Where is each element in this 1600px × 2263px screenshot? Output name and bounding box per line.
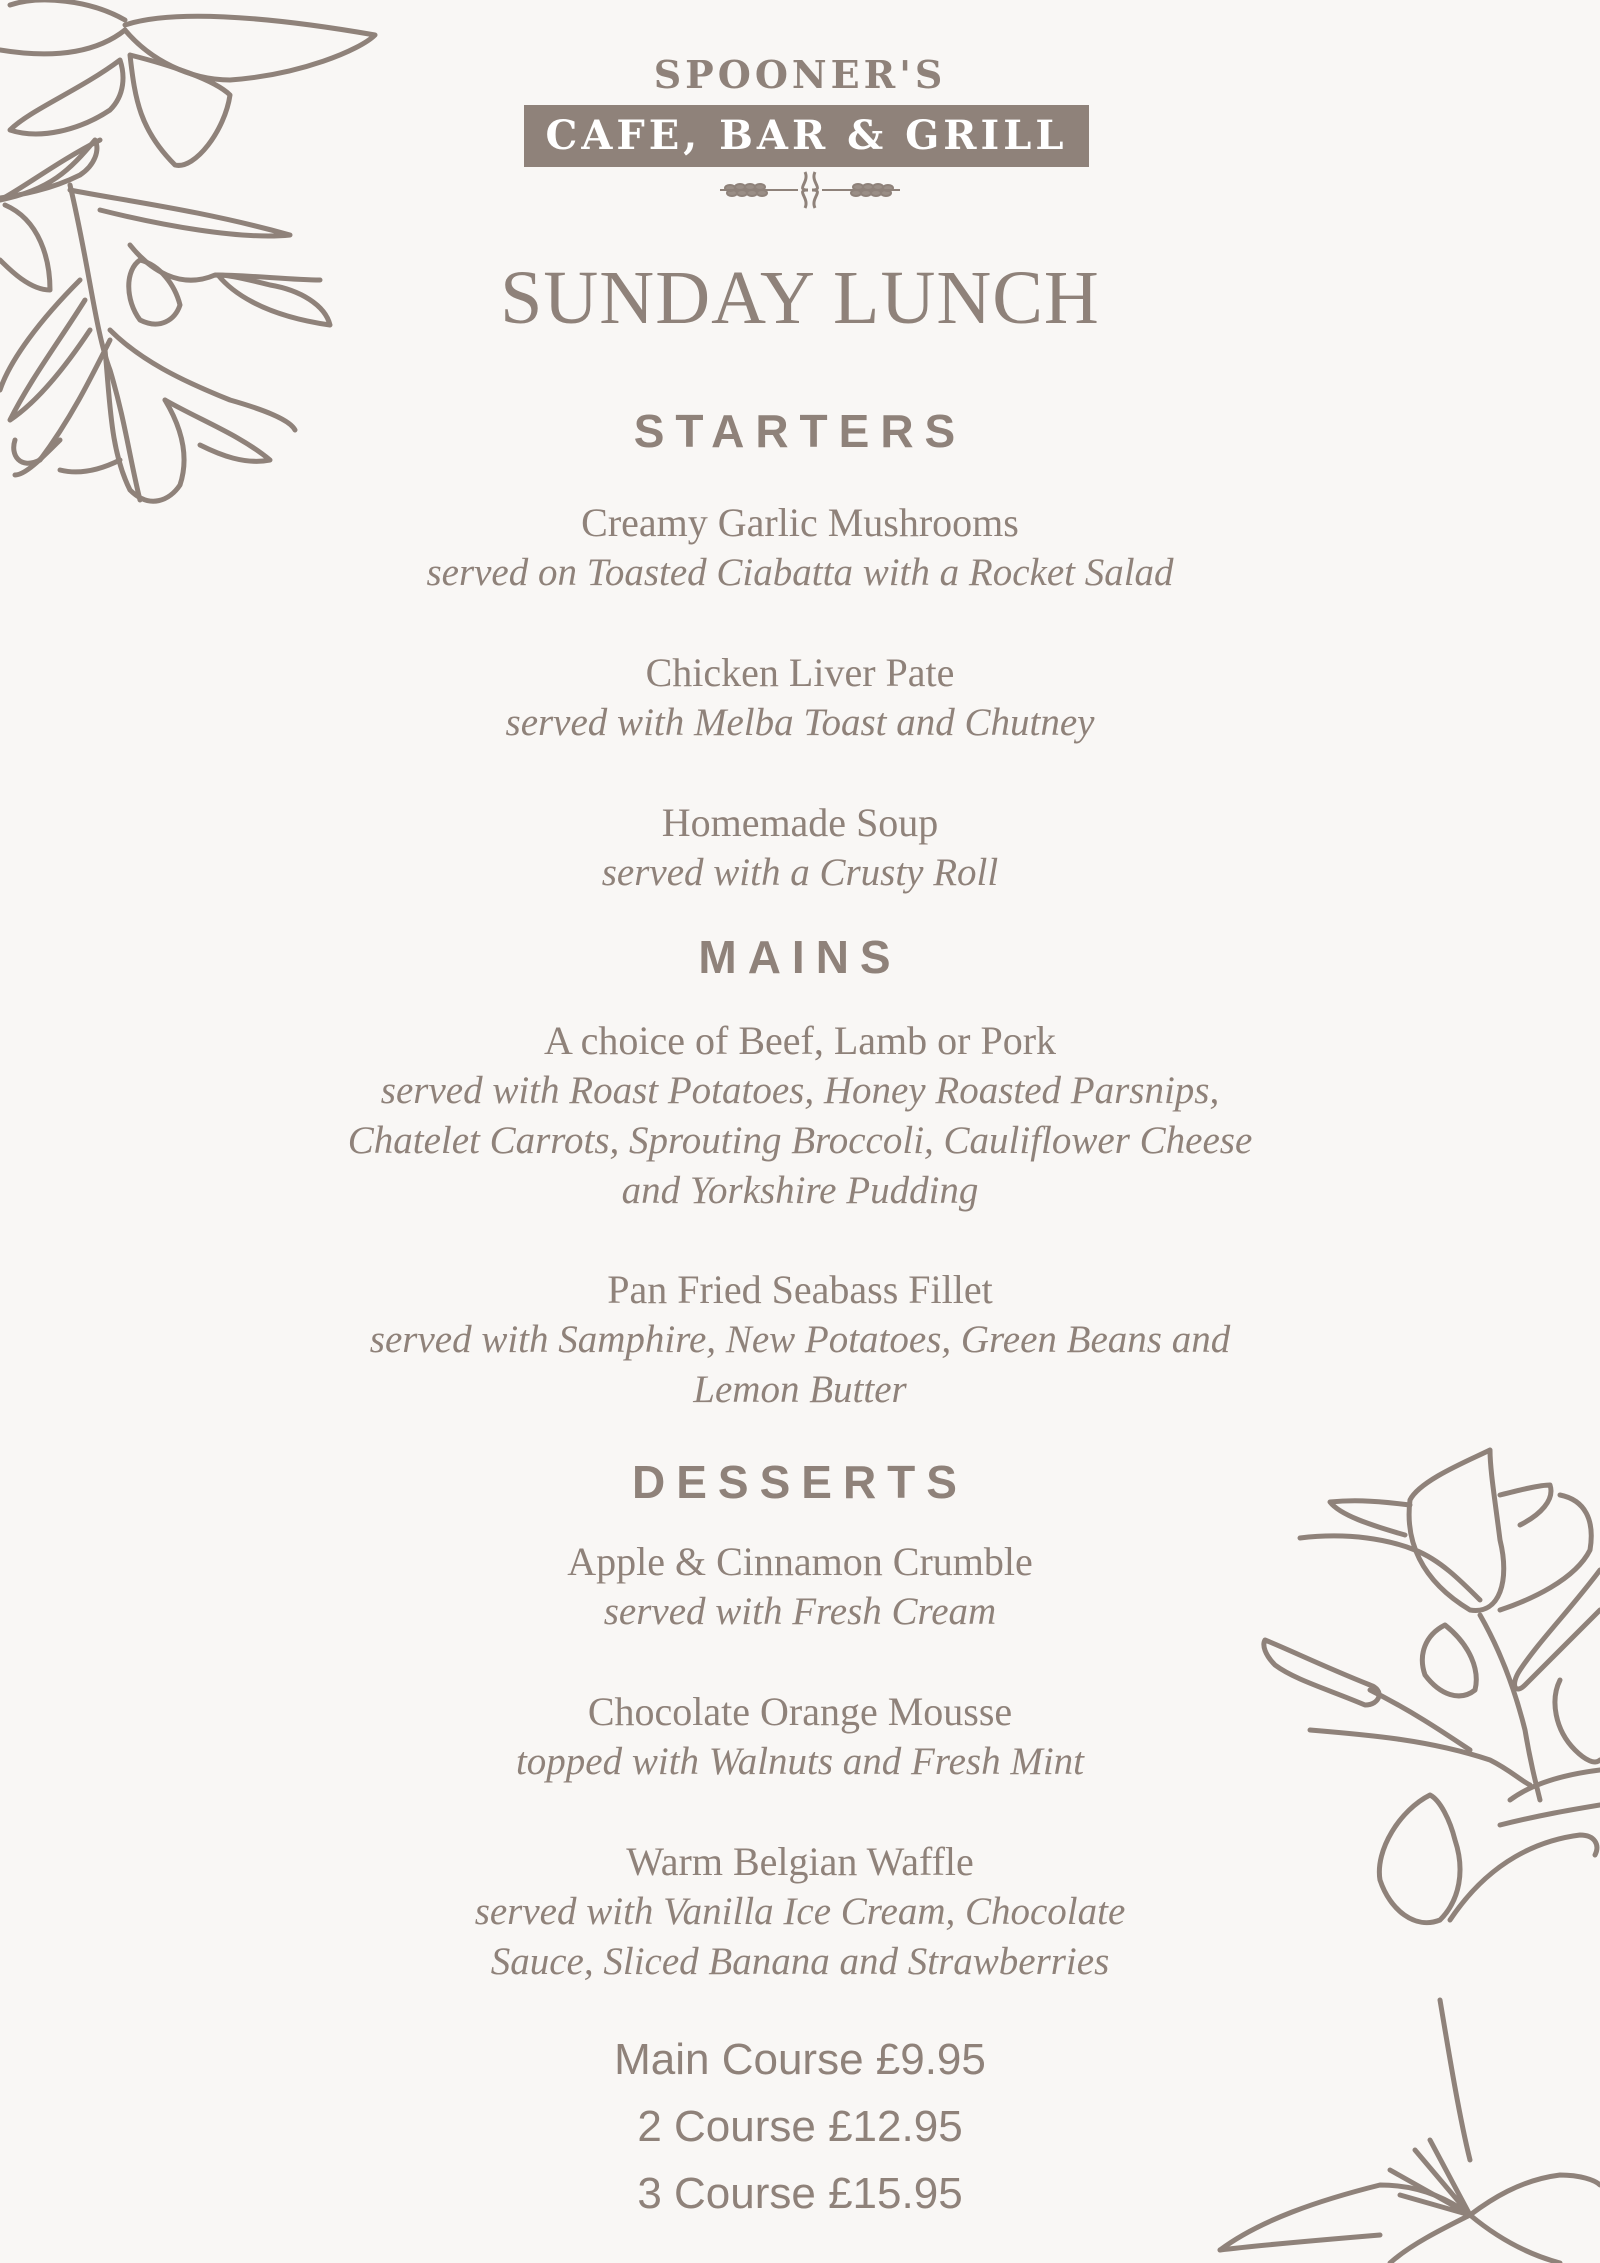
- menu-item-description: served with a Crusty Roll: [601, 851, 999, 894]
- menu-item-name: Creamy Garlic Mushrooms: [581, 500, 1019, 545]
- price-two-course: 2 Course £12.95: [637, 2102, 963, 2151]
- price-main-course: Main Course £9.95: [614, 2035, 986, 2084]
- menu-item-name: Chicken Liver Pate: [645, 650, 955, 695]
- menu-item-name: Warm Belgian Waffle: [626, 1839, 974, 1884]
- section-heading-starters: STARTERS: [633, 405, 967, 457]
- brand-name: SPOONER'S: [653, 52, 947, 97]
- menu-item-name: Chocolate Orange Mousse: [587, 1689, 1013, 1734]
- section-heading-mains: MAINS: [698, 931, 902, 983]
- menu-item-description: served with Vanilla Ice Cream, Chocolate Sauce, Sliced Banana and Strawberries: [474, 1890, 1126, 1983]
- menu-item-description: served with Melba Toast and Chutney: [505, 701, 1095, 744]
- page-title: SUNDAY LUNCH: [500, 256, 1100, 340]
- menu-item-description: topped with Walnuts and Fresh Mint: [515, 1740, 1085, 1783]
- menu-item-description: served with Fresh Cream: [603, 1590, 997, 1633]
- brand-subtitle: CAFE, BAR & GRILL: [545, 112, 1068, 159]
- menu-item-name: Pan Fried Seabass Fillet: [607, 1267, 993, 1312]
- menu-item-description: served on Toasted Ciabatta with a Rocket Salad: [426, 551, 1174, 594]
- wheat-ornament-icon: [660, 168, 960, 212]
- menu-item-name: Homemade Soup: [661, 800, 939, 845]
- menu-item-name: Apple & Cinnamon Crumble: [567, 1539, 1033, 1584]
- menu-item-description: served with Roast Potatoes, Honey Roasted Parsnips, Chatelet Carrots, Sprouting Broccoli, Cauliflower Cheese and Yorkshire Pudding: [347, 1069, 1253, 1212]
- menu-item-description: served with Samphire, New Potatoes, Green Beans and Lemon Butter: [369, 1318, 1231, 1411]
- menu-item-name: A choice of Beef, Lamb or Pork: [543, 1018, 1057, 1063]
- section-heading-desserts: DESSERTS: [632, 1456, 968, 1508]
- price-three-course: 3 Course £15.95: [637, 2169, 963, 2218]
